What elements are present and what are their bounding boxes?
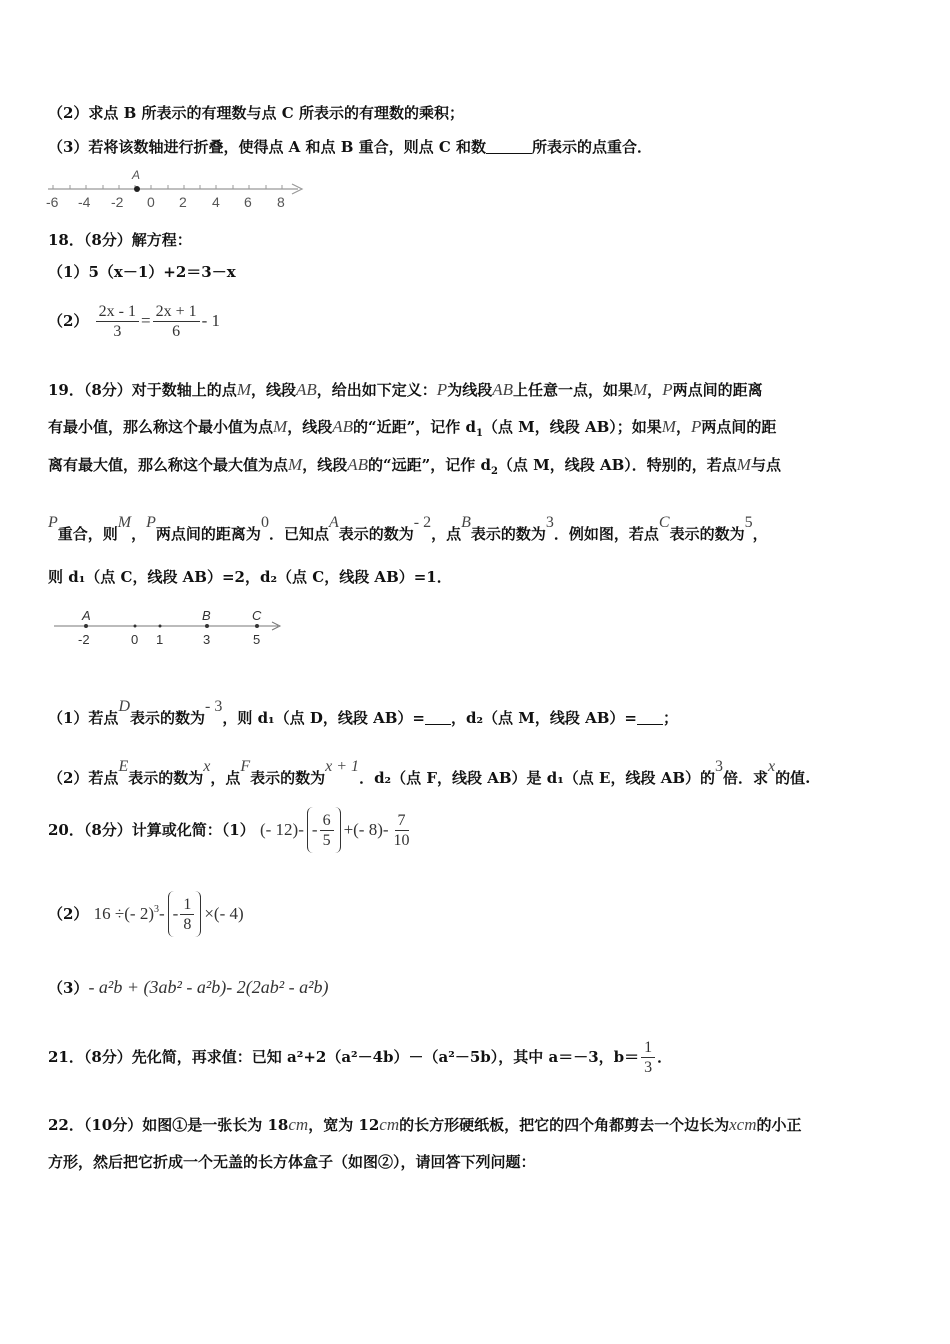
answer-blank[interactable] xyxy=(637,710,663,725)
point-a-label: A xyxy=(82,608,91,623)
point-a-dot xyxy=(134,186,140,192)
tick-label: -2 xyxy=(111,194,124,210)
q19-line-1: 19．（8分）对于数轴上的点M，线段AB，给出如下定义：P为线段AB上任意一点，如果M，P两点间的距离 xyxy=(48,380,763,399)
point-c-label: C xyxy=(252,608,262,623)
tick-label: 2 xyxy=(179,194,187,210)
q18-equation-2: （2） $\frac{2x - 1}{3}$ = $\frac{2x + 1}{6}$ - 1 xyxy=(48,302,221,340)
q19-number-line xyxy=(50,606,290,650)
q19-line-2: 有最小值，那么称这个最小值为点M，线段AB的“近距”，记作 $d_1$（点 M，线段 AB）；如果M，P两点间的距 xyxy=(48,417,777,439)
q20-expression-3: （3）- a²b + (3ab² - a²b)- 2(2ab² - a²b) xyxy=(48,977,329,997)
tick-label: 4 xyxy=(212,194,220,210)
tick-label: 3 xyxy=(203,632,211,647)
q19-line-3: 离有最大值，那么称这个最大值为点M，线段AB的“远距”，记作 $d_2$（点 M，线段 AB）．特别的，若点M与点 xyxy=(48,455,781,477)
q20-expression-1: 20．（8分）计算或化简：（1） (- 12)- - $\frac{6}{5}$ +(- 8)- $\frac{7}{10}$ xyxy=(48,805,415,854)
q20-expression-2: （2） 16 ÷(- 2)$^3$- - $\frac{1}{8}$ ×(- 4) xyxy=(48,886,244,938)
q18-heading: 18．（8分）解方程： xyxy=(48,231,192,249)
point-b-label: B xyxy=(202,608,211,623)
tick-label: 5 xyxy=(253,632,261,647)
q21-text: 21．（8分）先化简，再求值：已知 a²+2（a²－4b）－（a²－5b），其中 a＝－3，b＝ $\frac{1}{3}$ ． xyxy=(48,1038,673,1076)
point-a-label: A xyxy=(132,168,141,182)
tick-label: 8 xyxy=(277,194,285,210)
q19-line-5: 则 d₁（点 C，线段 AB）=2，d₂（点 C，线段 AB）=1． xyxy=(48,568,452,586)
tick-label: 0 xyxy=(147,194,155,210)
tick-label: 6 xyxy=(244,194,252,210)
tick-label: 1 xyxy=(156,632,164,647)
q19-line-4: P重合，则M，P两点间的距离为0．已知点A表示的数为- 2，点B表示的数为3．例如图，若点C表示的数为5， xyxy=(48,514,768,543)
tick-label: -6 xyxy=(46,194,59,210)
q17-number-line xyxy=(44,166,308,214)
tick-label: 0 xyxy=(131,632,139,647)
q22-line-1: 22．（10分）如图①是一张长为 18cm，宽为 12cm的长方形硬纸板，把它的四个角都剪去一个边长为xcm的小正 xyxy=(48,1115,802,1134)
q18-equation-1: （1）5（x－1）+2＝3－x xyxy=(48,263,236,281)
q19-part2: （2）若点E表示的数为x，点F表示的数为x + 1．d₂（点 F，线段 AB）是 d₁（点 E，线段 AB）的3倍．求x的值. xyxy=(48,758,811,787)
q22-line-2: 方形，然后把它折成一个无盖的长方体盒子（如图②），请回答下列问题： xyxy=(48,1153,536,1171)
answer-blank[interactable] xyxy=(425,710,451,725)
tick-label: -4 xyxy=(78,194,91,210)
q17-part2: （2）求点 B 所表示的有理数与点 C 所表示的有理数的乘积； xyxy=(48,104,464,122)
q19-part1: （1）若点D表示的数为- 3，则 d₁（点 D，线段 AB）= ，d₂（点 M，线段 AB）= ； xyxy=(48,698,678,727)
q17-part3: （3）若将该数轴进行折叠，使得点 A 和点 B 重合，则点 C 和数 所表示的点重合． xyxy=(48,138,653,156)
tick-label: -2 xyxy=(78,632,90,647)
answer-blank[interactable] xyxy=(486,139,532,154)
